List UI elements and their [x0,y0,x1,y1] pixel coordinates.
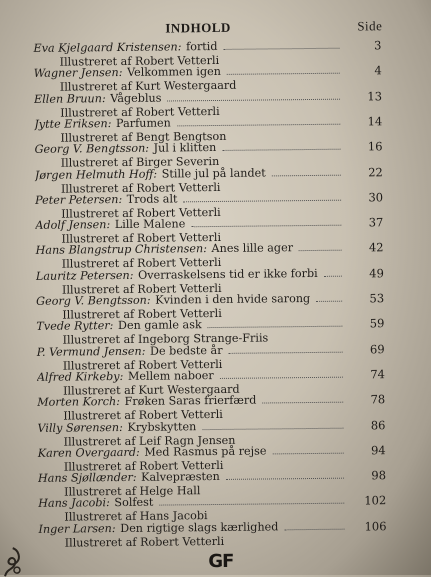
entry-title-line [37,368,347,384]
entry-title-line [34,140,344,156]
entry-title-line [35,165,345,181]
entry-illustrator: Illustreret af Robert Vetterli [61,205,221,221]
entry-page-number: 102 [364,493,387,508]
entry-title-line [36,266,346,282]
entry-title-line [38,443,348,459]
entry-story: Solfest [110,496,154,510]
entry-author: Villy Sørensen: [37,420,123,435]
entry-page-number: 78 [370,392,386,407]
entry-author: Adolf Jensen: [35,218,111,232]
entry-illustrator: Illustreret af Robert Vetterli [60,104,220,120]
entry-title-line [37,342,347,358]
entry-author: Hans Jacobi: [38,496,110,511]
entry-author: Lauritz Petersen: [35,268,134,283]
entry-story: Kvinden i den hvide sarong [151,292,311,307]
entry-author: Alfred Kirkeby: [36,369,124,384]
contents-heading [0,18,428,36]
entry-page-number: 22 [368,164,383,179]
entry-author: Morten Korch: [37,395,121,410]
contents-list [0,38,428,550]
entry-story: Den rigtige slags kærlighed [116,520,279,535]
leader-dots [226,477,344,480]
entry-title-line [36,317,346,333]
entry-illustrator: Illustreret af Robert Vetterli [61,256,222,271]
leader-dots [202,426,343,429]
entry-illustrator: Illustreret af Bengt Bengtson [60,129,227,145]
entry-story: Parfumen [112,116,171,130]
leader-dots [224,47,340,50]
publisher-logo: GF [208,550,234,573]
entry-author: Jørgen Helmuth Hoff: [34,167,158,182]
leader-dots [229,350,343,353]
entry-story: Krybskytten [123,419,197,434]
entry-story: Anes lille ager [207,241,294,256]
entry-title-line [38,519,348,535]
entry-page-number: 53 [369,291,385,306]
entry-author: Georg V. Bengtsson: [34,141,150,157]
entry-page-number: 3 [374,38,382,53]
entry-illustrator: Illustreret af Ingeborg Strange-Friis [62,331,269,347]
entry-story: De bedste år [146,343,223,358]
entry-page-number: 86 [370,417,386,432]
entry-title-line [35,216,345,232]
entry-illustrator: Illustreret af Birger Severin [60,155,220,170]
entry-title-line [38,469,348,485]
contents-title: INDHOLD [165,19,231,36]
entry-title-line [36,241,346,257]
entry-story: Overraskelsens tid er ikke forbi [134,266,318,282]
entry-illustrator: Illustreret af Robert Vetterli [63,458,224,474]
entry-story: Frøken Saras frierfærd [120,393,257,409]
entry-illustrator: Illustreret af Robert Vetterli [62,306,222,322]
entry-title-line [38,494,348,510]
entry-story: Vågeblus [106,91,162,105]
entry-author: Ellen Bruun: [33,91,106,106]
leader-dots [177,123,340,127]
entry-illustrator: Illustreret af Robert Vetterli [61,231,222,246]
entry-author: Hans Sjøllænder: [37,470,137,485]
entry-story: Velkommen igen [123,65,222,80]
leader-dots [167,97,340,101]
leader-dots [191,224,341,228]
entry-story: Den gamle ask [114,318,202,333]
entry-page-number: 94 [370,443,386,458]
entry-illustrator: Illustreret af Leif Ragn Jensen [63,433,236,449]
entry-author: Peter Petersen: [35,192,123,207]
leader-dots [227,72,340,75]
entry-story: Lille Malene [111,217,186,232]
entry-illustrator: Illustreret af Robert Vetterli [61,281,222,297]
leader-dots [284,527,344,530]
leader-dots [262,401,343,404]
entry-story: Stille jul på landet [158,165,266,181]
entry-author: Georg V. Bengtsson: [36,293,151,308]
entry-author: Eva Kjelgaard Kristensen: [33,40,182,55]
entry-page-number: 42 [368,240,384,255]
entry-page-number: 30 [368,190,384,205]
entry-illustrator: Illustreret af Robert Vetterli [63,408,223,423]
entry-title-line [33,39,343,55]
entry-illustrator: Illustreret af Kurt Westergaard [59,79,237,94]
leader-dots [272,451,343,454]
entry-page-number: 16 [367,139,383,154]
entry-author: Inger Larsen: [38,521,116,536]
entry-page-number: 49 [369,265,384,281]
leader-dots [220,376,343,379]
entry-page-number: 37 [368,215,384,230]
entry-page-number: 69 [369,341,385,356]
entry-title-line [37,418,347,434]
entry-page-number: 98 [371,468,387,483]
entry-illustrator: Illustreret af Helge Hall [64,484,201,499]
entry-title-line [35,190,345,206]
leader-dots [324,274,342,276]
entry-illustrator: Illustreret af Hans Jacobi [64,509,208,524]
entry-title-line [37,393,347,409]
entry-story: Kalvepræsten [137,470,220,484]
corner-ornament-icon [3,540,25,577]
entry-title-line [34,89,344,105]
entry-story: Jul i klitten [149,141,217,155]
entry-illustrator: Illustreret af Robert Vetterli [64,534,225,550]
leader-dots [208,325,343,328]
entry-illustrator: Illustreret af Kurt Westergaard [63,382,240,398]
entry-story: Med Rasmus på rejse [140,444,267,459]
entry-title-line [34,115,344,131]
leader-dots [222,148,340,151]
entry-page-number: 59 [369,316,385,331]
leader-dots [316,300,342,302]
leader-dots [184,198,342,202]
entry-author: Karen Overgaard: [37,445,140,460]
entry-story: Mellem naboer [124,368,214,383]
entry-author: Jytte Eriksen: [34,116,112,131]
entry-title-line [34,64,344,80]
entry-author: P. Vermund Jensen: [36,344,146,359]
entry-illustrator: Illustreret af Robert Vetterli [62,357,223,373]
toc-entry [2,518,431,553]
entry-page-number: 4 [374,63,382,78]
entry-author: Hans Blangstrup Christensen: [35,242,208,258]
page-column-label: Side [357,18,383,34]
entry-page-number: 13 [367,88,383,103]
entry-title-line [36,292,346,308]
leader-dots [159,502,344,506]
entry-story: Trods alt [123,192,178,206]
entry-illustrator: Illustreret af Robert Vetterli [60,180,221,196]
entry-author: Tvede Rytter: [36,319,114,334]
entry-story: fortid [182,39,218,54]
entry-page-number: 106 [364,518,387,534]
leader-dots [272,173,341,176]
leader-dots [299,249,342,251]
entry-illustrator: Illustreret af Robert Vetterli [59,53,220,69]
entry-author: Wagner Jensen: [33,66,123,81]
entry-page-number: 14 [367,114,383,129]
entry-page-number: 74 [370,367,385,382]
